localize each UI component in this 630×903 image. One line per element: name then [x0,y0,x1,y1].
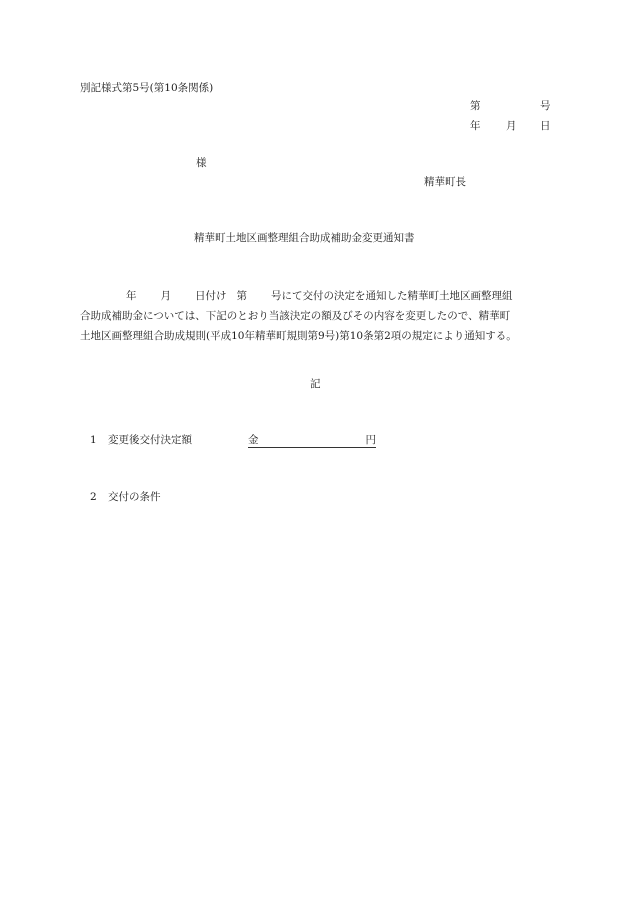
date-year: 年 [470,120,481,132]
date-day: 日 [540,120,551,132]
sender: 精華町長 [424,176,466,188]
document-title: 精華町土地区画整理組合助成補助金変更通知書 [194,232,415,244]
body-year: 年 [126,290,137,302]
doc-number-suffix: 号 [540,100,551,112]
body-number-prefix: 第 [236,290,247,302]
body-line-1 [80,286,552,306]
date-month: 月 [506,120,517,132]
doc-number-prefix: 第 [470,100,481,112]
body-paragraph [80,286,552,346]
recipient-suffix: 様 [196,157,207,169]
amount-prefix: 金 [248,434,259,446]
body-month: 月 [160,290,171,302]
item-2-label: 交付の条件 [108,491,161,503]
body-line-2: 合助成補助金については、下記のとおり当該決定の額及びその内容を変更したので、精華町 [80,310,511,322]
body-dated: 日付け [195,290,227,302]
item-1-number: 1 [90,434,97,446]
form-number: 別記様式第5号(第10条関係) [80,82,214,94]
amount-field [248,435,376,448]
body-line-3: 土地区画整理組合助成規則(平成10年精華町規則第9号)第10条第2項の規定により通知する。 [80,330,517,342]
amount-suffix: 円 [365,434,376,446]
ki-heading: 記 [310,378,321,390]
item-2-number: 2 [90,491,97,503]
body-line-1-rest: 号にて交付の決定を通知した精華町土地区画整理組 [271,290,513,302]
item-1-label: 変更後交付決定額 [108,434,192,446]
